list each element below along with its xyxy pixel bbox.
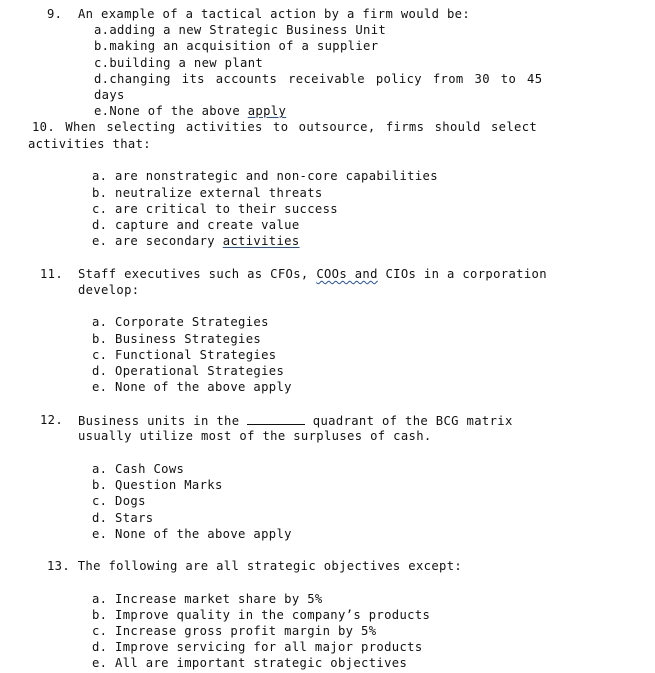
q10-option-a: a. are nonstrategic and non-core capabilities bbox=[92, 169, 438, 183]
q13-option-c: c. Increase gross profit margin by 5% bbox=[92, 624, 377, 638]
q9-option-e-text: e.None of the above bbox=[94, 104, 248, 118]
q11-stem-text-end: CIOs in a corporation bbox=[377, 267, 547, 281]
q12-option-a: a. Cash Cows bbox=[92, 462, 185, 476]
q12-blank bbox=[247, 412, 305, 425]
q9-option-d-cont: days bbox=[94, 88, 125, 102]
q9-option-d: d.changing its accounts receivable policy from 30 to 45 bbox=[94, 72, 543, 86]
q11-number: 11. bbox=[40, 267, 64, 281]
q11-option-b: b. Business Strategies bbox=[92, 332, 262, 346]
q9-option-a: a.adding a new Strategic Business Unit bbox=[94, 23, 387, 37]
q13-option-a: a. Increase market share by 5% bbox=[92, 592, 323, 606]
q11-option-e: e. None of the above apply bbox=[92, 380, 292, 394]
q13-stem: 13. The following are all strategic objectives except: bbox=[47, 559, 463, 573]
q13-option-b: b. Improve quality in the company’s products bbox=[92, 608, 431, 622]
q10-option-c: c. are critical to their success bbox=[92, 202, 338, 216]
q11-stem-flagged: COOs and bbox=[316, 267, 378, 281]
q9-option-e-underlined: apply bbox=[247, 104, 287, 118]
q10-stem-cont: activities that: bbox=[28, 137, 151, 151]
q9-number: 9. bbox=[47, 7, 63, 21]
q12-option-e: e. None of the above apply bbox=[92, 527, 292, 541]
q12-stem bbox=[78, 412, 513, 429]
q11-option-c: c. Functional Strategies bbox=[92, 348, 277, 362]
q10-stem: 10. When selecting activities to outsource, firms should select bbox=[32, 120, 538, 134]
q12-option-d: d. Stars bbox=[92, 511, 154, 525]
q11-option-d: d. Operational Strategies bbox=[92, 364, 285, 378]
q12-stem-cont: usually utilize most of the surpluses of cash. bbox=[78, 429, 432, 443]
q10-option-e bbox=[92, 233, 300, 249]
q13-option-d: d. Improve servicing for all major products bbox=[92, 640, 423, 654]
q12-stem-text-end: quadrant of the BCG matrix bbox=[305, 414, 513, 428]
q11-option-a: a. Corporate Strategies bbox=[92, 315, 269, 329]
q9-stem: An example of a tactical action by a firm would be: bbox=[78, 7, 471, 21]
q9-option-e bbox=[94, 103, 286, 119]
q12-number: 12. bbox=[40, 413, 64, 427]
q9-option-b: b.making an acquisition of a supplier bbox=[94, 39, 379, 53]
q12-option-c: c. Dogs bbox=[92, 494, 146, 508]
q11-stem bbox=[78, 266, 547, 282]
q11-stem-text: Staff executives such as CFOs, bbox=[78, 267, 317, 281]
q12-stem-text: Business units in the bbox=[78, 414, 248, 428]
q11-stem-cont: develop: bbox=[78, 283, 140, 297]
q9-option-c: c.building a new plant bbox=[94, 56, 264, 70]
q10-option-e-underlined: activities bbox=[222, 234, 300, 248]
q13-option-e: e. All are important strategic objectives bbox=[92, 656, 408, 670]
q12-option-b: b. Question Marks bbox=[92, 478, 223, 492]
q10-option-d: d. capture and create value bbox=[92, 218, 300, 232]
q10-option-b: b. neutralize external threats bbox=[92, 186, 323, 200]
q10-option-e-text: e. are secondary bbox=[92, 234, 223, 248]
